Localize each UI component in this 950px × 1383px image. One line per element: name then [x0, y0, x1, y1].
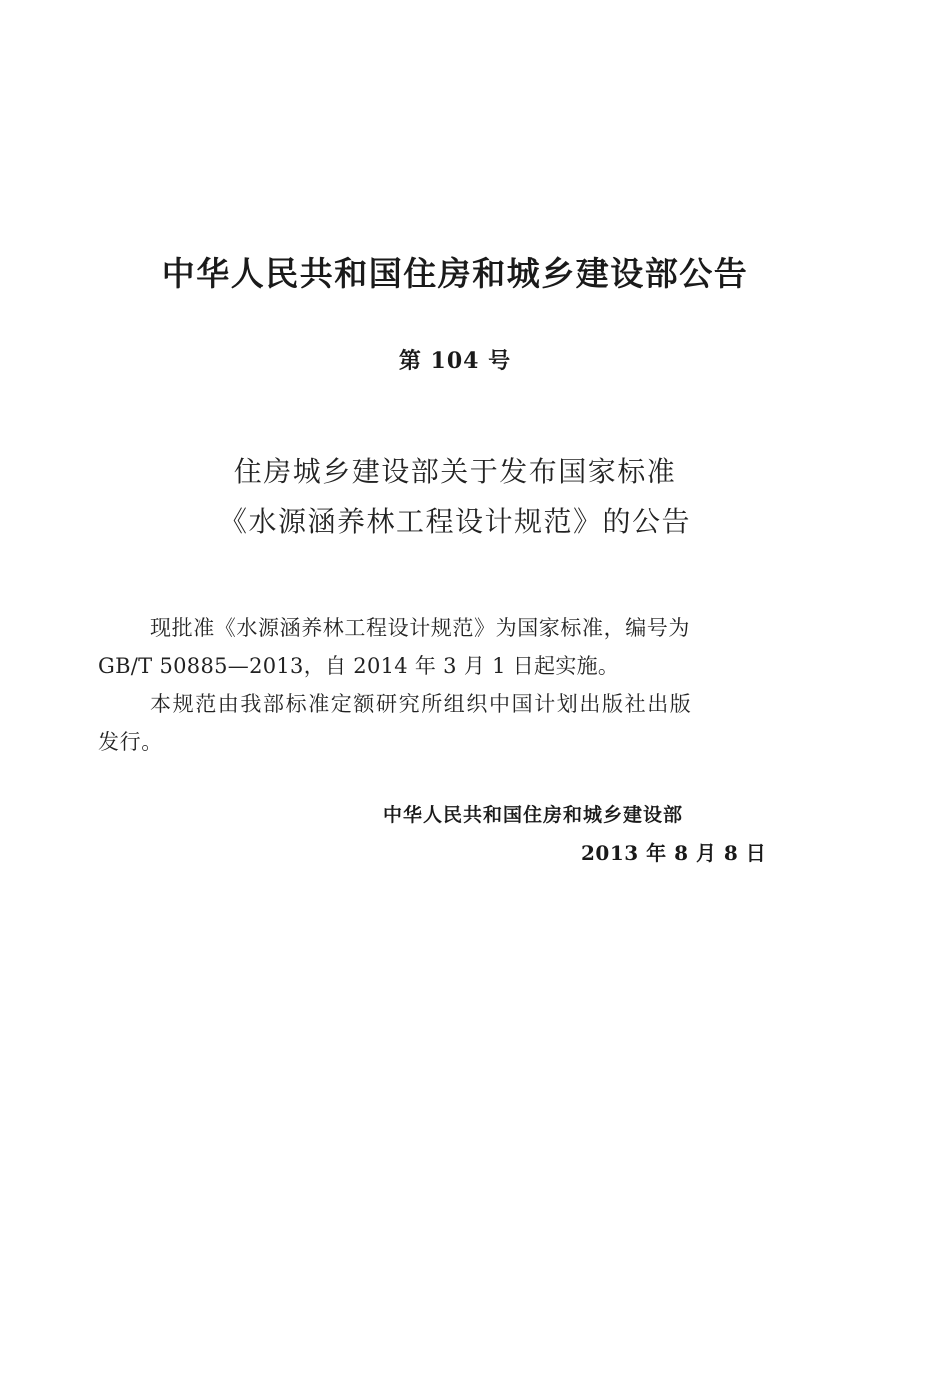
page-title: 中华人民共和国住房和城乡建设部公告: [161, 254, 749, 293]
subtitle-line-1: 住房城乡建设部关于发布国家标准: [233, 455, 677, 488]
notice-number: 第 104 号: [398, 348, 512, 374]
paragraph-2-line-2: 发行。: [98, 730, 163, 754]
paragraph-1-line-1: 现批准《水源涵养林工程设计规范》为国家标准，编号为: [150, 616, 690, 640]
paragraph-1-line-2: GB/T 50885—2013，自 2014 年 3 月 1 日起实施。: [98, 654, 620, 678]
paragraph-2-line-1: 本规范由我部标准定额研究所组织中国计划出版社出版: [150, 692, 693, 716]
subtitle-line-2: 《水源涵养林工程设计规范》的公告: [218, 505, 691, 538]
signature-date: 2013 年 8 月 8 日: [581, 841, 767, 865]
signature-organization: 中华人民共和国住房和城乡建设部: [383, 804, 684, 826]
